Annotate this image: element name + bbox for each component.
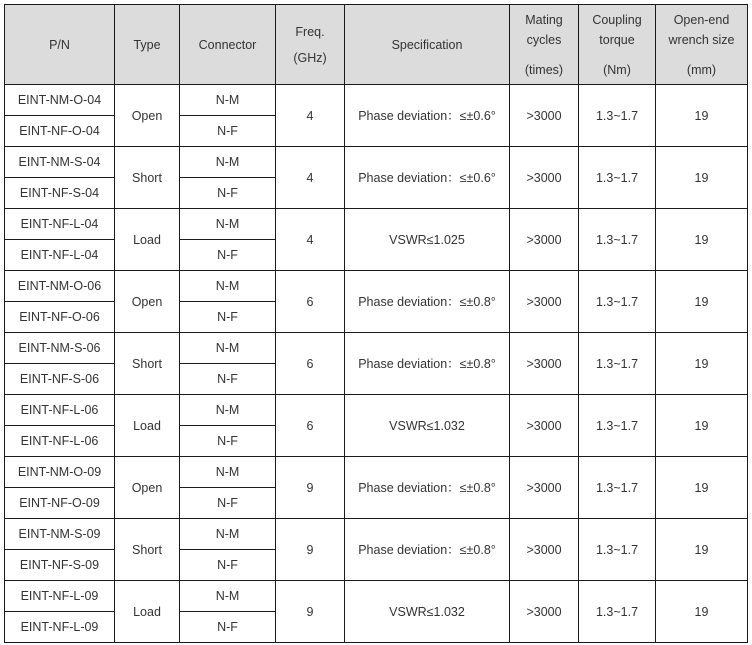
type-cell: Open xyxy=(115,271,180,333)
type-cell: Short xyxy=(115,147,180,209)
connector-cell: N-M xyxy=(180,271,276,302)
frequency-cell: 4 xyxy=(276,209,345,271)
coupling-torque-cell: 1.3~1.7 xyxy=(579,395,656,457)
mating-cycles-cell: >3000 xyxy=(510,85,579,147)
part-number-cell: EINT-NF-S-09 xyxy=(5,550,115,581)
wrench-size-cell: 19 xyxy=(656,581,748,643)
part-number-cell: EINT-NM-S-06 xyxy=(5,333,115,364)
part-number-cell: EINT-NF-L-09 xyxy=(5,581,115,612)
coupling-torque-cell: 1.3~1.7 xyxy=(579,457,656,519)
mating-cycles-cell: >3000 xyxy=(510,457,579,519)
mating-cycles-cell: >3000 xyxy=(510,271,579,333)
table-body xyxy=(5,85,748,643)
mating-cycles-cell: >3000 xyxy=(510,581,579,643)
wrench-size-cell: 19 xyxy=(656,85,748,147)
specification-cell: Phase deviation：≤±0.6° xyxy=(345,147,510,209)
table-row xyxy=(5,395,748,426)
wrench-size-cell: 19 xyxy=(656,519,748,581)
coupling-torque-cell: 1.3~1.7 xyxy=(579,333,656,395)
mating-cycles-cell: >3000 xyxy=(510,519,579,581)
frequency-cell: 9 xyxy=(276,457,345,519)
part-number-cell: EINT-NM-O-04 xyxy=(5,85,115,116)
part-number-cell: EINT-NF-L-04 xyxy=(5,240,115,271)
wrench-size-cell: 19 xyxy=(656,271,748,333)
spec-table xyxy=(4,4,748,643)
coupling-torque-cell: 1.3~1.7 xyxy=(579,147,656,209)
part-number-cell: EINT-NM-S-04 xyxy=(5,147,115,178)
part-number-cell: EINT-NF-L-09 xyxy=(5,612,115,643)
specification-cell: Phase deviation：≤±0.8° xyxy=(345,333,510,395)
header-pn: P/N xyxy=(5,5,115,85)
frequency-cell: 4 xyxy=(276,147,345,209)
specification-cell: Phase deviation：≤±0.8° xyxy=(345,271,510,333)
type-cell: Load xyxy=(115,209,180,271)
type-cell: Short xyxy=(115,333,180,395)
table-row xyxy=(5,85,748,116)
connector-cell: N-M xyxy=(180,333,276,364)
connector-cell: N-M xyxy=(180,581,276,612)
type-cell: Open xyxy=(115,457,180,519)
type-cell: Load xyxy=(115,581,180,643)
part-number-cell: EINT-NF-O-09 xyxy=(5,488,115,519)
specification-cell: Phase deviation：≤±0.8° xyxy=(345,457,510,519)
connector-cell: N-F xyxy=(180,550,276,581)
frequency-cell: 6 xyxy=(276,333,345,395)
part-number-cell: EINT-NF-L-06 xyxy=(5,426,115,457)
table-row xyxy=(5,209,748,240)
part-number-cell: EINT-NF-L-06 xyxy=(5,395,115,426)
coupling-torque-cell: 1.3~1.7 xyxy=(579,209,656,271)
header-row xyxy=(5,5,748,85)
part-number-cell: EINT-NM-S-09 xyxy=(5,519,115,550)
coupling-torque-cell: 1.3~1.7 xyxy=(579,271,656,333)
connector-cell: N-M xyxy=(180,395,276,426)
header-mating-cycles: Mating cycles (times) xyxy=(510,5,579,85)
frequency-cell: 9 xyxy=(276,519,345,581)
header-coupling-torque: Coupling torque (Nm) xyxy=(579,5,656,85)
wrench-size-cell: 19 xyxy=(656,457,748,519)
type-cell: Load xyxy=(115,395,180,457)
wrench-size-cell: 19 xyxy=(656,147,748,209)
connector-cell: N-F xyxy=(180,612,276,643)
specification-cell: Phase deviation：≤±0.6° xyxy=(345,85,510,147)
header-type: Type xyxy=(115,5,180,85)
type-cell: Open xyxy=(115,85,180,147)
part-number-cell: EINT-NM-O-09 xyxy=(5,457,115,488)
specification-cell: VSWR≤1.032 xyxy=(345,395,510,457)
frequency-cell: 6 xyxy=(276,395,345,457)
mating-cycles-cell: >3000 xyxy=(510,209,579,271)
mating-cycles-cell: >3000 xyxy=(510,395,579,457)
connector-cell: N-M xyxy=(180,209,276,240)
specification-cell: VSWR≤1.032 xyxy=(345,581,510,643)
part-number-cell: EINT-NM-O-06 xyxy=(5,271,115,302)
table-row xyxy=(5,581,748,612)
table-row xyxy=(5,457,748,488)
part-number-cell: EINT-NF-O-04 xyxy=(5,116,115,147)
table-row xyxy=(5,519,748,550)
connector-cell: N-M xyxy=(180,147,276,178)
header-connector: Connector xyxy=(180,5,276,85)
connector-cell: N-M xyxy=(180,85,276,116)
part-number-cell: EINT-NF-S-04 xyxy=(5,178,115,209)
connector-cell: N-F xyxy=(180,116,276,147)
table-row xyxy=(5,271,748,302)
frequency-cell: 9 xyxy=(276,581,345,643)
table-row xyxy=(5,147,748,178)
coupling-torque-cell: 1.3~1.7 xyxy=(579,519,656,581)
connector-cell: N-F xyxy=(180,488,276,519)
header-wrench-size: Open-end wrench size (mm) xyxy=(656,5,748,85)
frequency-cell: 6 xyxy=(276,271,345,333)
connector-cell: N-M xyxy=(180,519,276,550)
wrench-size-cell: 19 xyxy=(656,333,748,395)
part-number-cell: EINT-NF-L-04 xyxy=(5,209,115,240)
header-freq: Freq. (GHz) xyxy=(276,5,345,85)
specification-cell: Phase deviation：≤±0.8° xyxy=(345,519,510,581)
wrench-size-cell: 19 xyxy=(656,209,748,271)
coupling-torque-cell: 1.3~1.7 xyxy=(579,581,656,643)
frequency-cell: 4 xyxy=(276,85,345,147)
mating-cycles-cell: >3000 xyxy=(510,333,579,395)
part-number-cell: EINT-NF-O-06 xyxy=(5,302,115,333)
specification-cell: VSWR≤1.025 xyxy=(345,209,510,271)
type-cell: Short xyxy=(115,519,180,581)
wrench-size-cell: 19 xyxy=(656,395,748,457)
part-number-cell: EINT-NF-S-06 xyxy=(5,364,115,395)
connector-cell: N-M xyxy=(180,457,276,488)
coupling-torque-cell: 1.3~1.7 xyxy=(579,85,656,147)
table-row xyxy=(5,333,748,364)
connector-cell: N-F xyxy=(180,178,276,209)
header-specification: Specification xyxy=(345,5,510,85)
connector-cell: N-F xyxy=(180,302,276,333)
mating-cycles-cell: >3000 xyxy=(510,147,579,209)
connector-cell: N-F xyxy=(180,426,276,457)
connector-cell: N-F xyxy=(180,240,276,271)
connector-cell: N-F xyxy=(180,364,276,395)
